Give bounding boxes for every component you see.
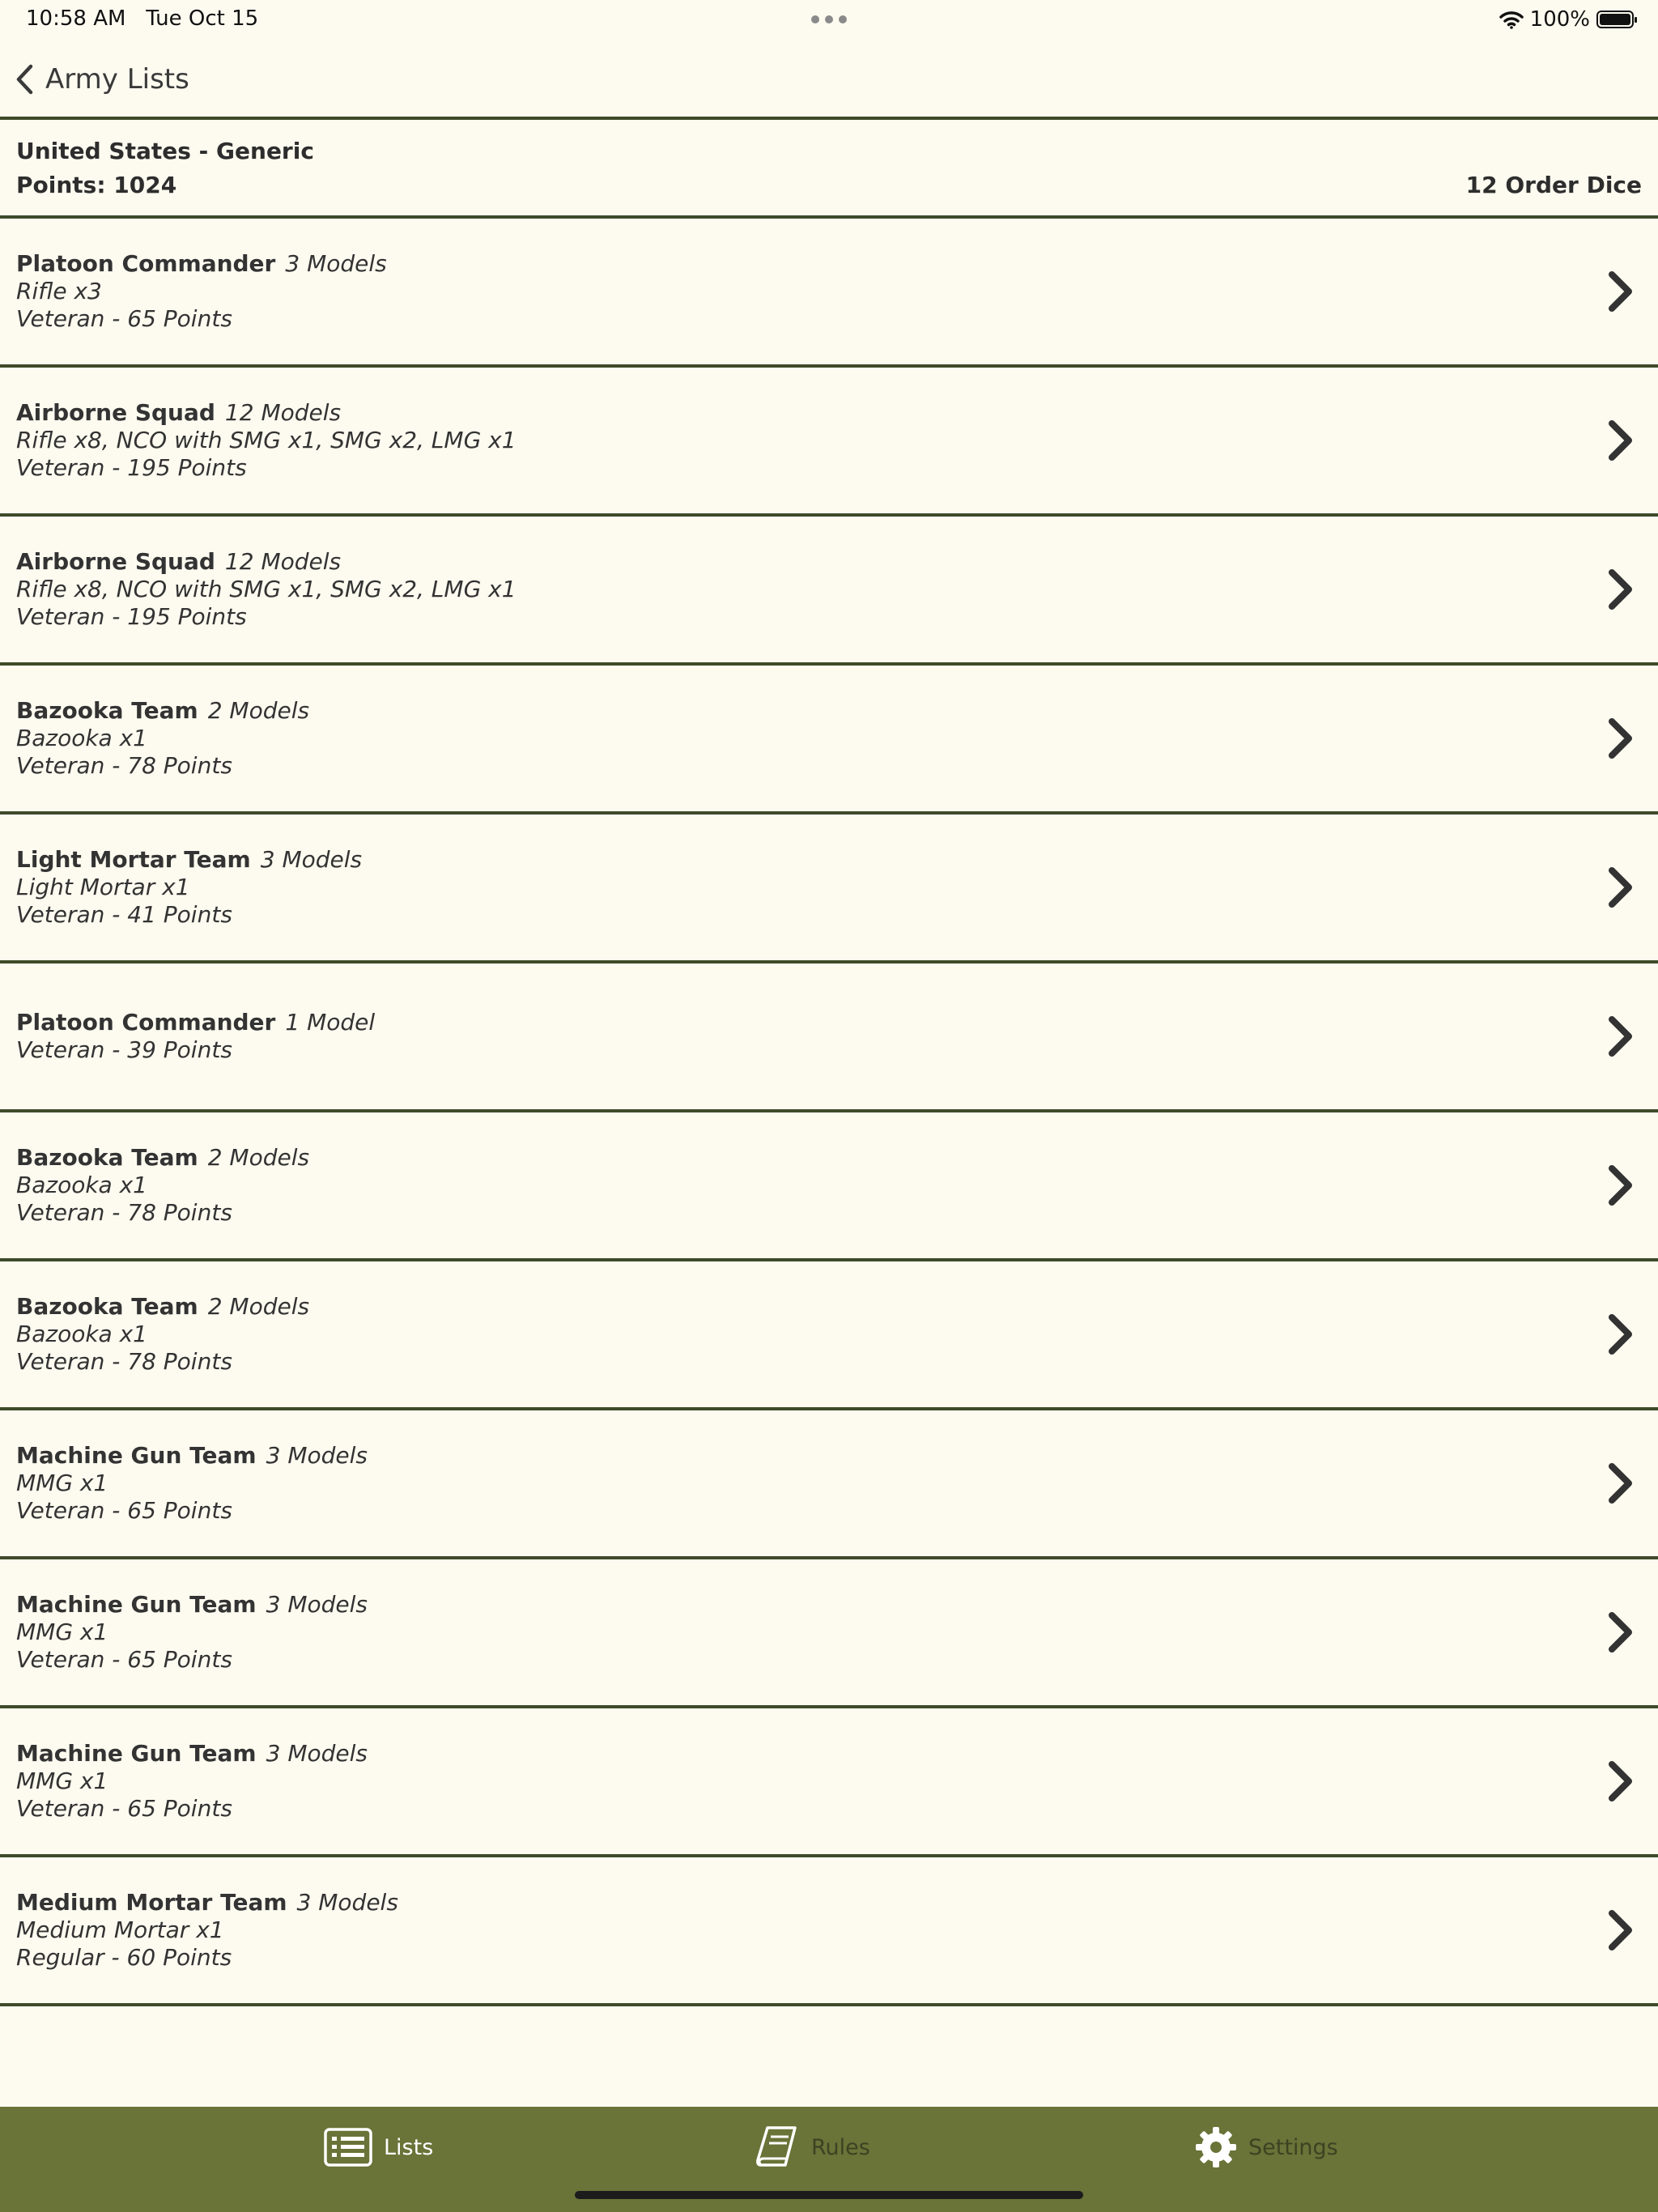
unit-header <box>16 1442 368 1470</box>
unit-header <box>16 548 517 576</box>
chevron-right-icon <box>1605 1759 1637 1804</box>
unit-details <box>16 1410 368 1556</box>
tab-rules-label: Rules <box>811 2134 870 2160</box>
unit-name: Machine Gun Team <box>16 1591 257 1618</box>
unit-name: Medium Mortar Team <box>16 1889 287 1916</box>
army-name: United States - Generic <box>16 138 314 164</box>
unit-name: Bazooka Team <box>16 1144 198 1171</box>
unit-cost: Veteran - 195 Points <box>16 603 247 630</box>
unit-details <box>16 815 362 960</box>
chevron-right-icon <box>1605 1163 1637 1208</box>
unit-cost: Veteran - 65 Points <box>16 305 232 332</box>
chevron-right-icon <box>1605 567 1637 612</box>
chevron-right-icon <box>1605 1312 1637 1357</box>
navigation-bar <box>0 39 1658 120</box>
unit-weapons: Rifle x3 <box>16 278 102 304</box>
unit-model-count: 1 Model <box>285 1009 376 1036</box>
chevron-right-icon <box>1605 1014 1637 1059</box>
army-summary <box>0 120 1658 219</box>
back-button[interactable] <box>15 58 189 100</box>
unit-weapons: Bazooka x1 <box>16 1172 147 1198</box>
unit-model-count: 2 Models <box>207 1144 310 1171</box>
unit-row[interactable] <box>0 368 1658 517</box>
chevron-right-icon <box>1605 1610 1637 1655</box>
unit-name: Airborne Squad <box>16 548 215 575</box>
unit-header <box>16 1293 309 1321</box>
list-icon <box>324 2128 372 2167</box>
unit-model-count: 12 Models <box>224 548 342 575</box>
unit-weapons: Bazooka x1 <box>16 725 147 751</box>
unit-weapons: MMG x1 <box>16 1470 108 1496</box>
tab-settings-label: Settings <box>1248 2134 1338 2160</box>
unit-cost: Veteran - 65 Points <box>16 1646 232 1673</box>
unit-details <box>16 1112 309 1258</box>
unit-details <box>16 1559 368 1705</box>
gear-icon <box>1195 2126 1237 2168</box>
unit-row[interactable] <box>0 1708 1658 1857</box>
status-bar <box>0 0 1658 39</box>
unit-row[interactable] <box>0 1112 1658 1261</box>
unit-header <box>16 1889 398 1916</box>
unit-row[interactable] <box>0 517 1658 666</box>
unit-name: Airborne Squad <box>16 399 215 426</box>
unit-name: Platoon Commander <box>16 1009 276 1036</box>
chevron-right-icon <box>1605 418 1637 463</box>
status-indicators <box>1499 5 1634 34</box>
unit-name: Bazooka Team <box>16 1293 198 1320</box>
book-icon <box>755 2125 800 2169</box>
unit-header <box>16 1009 375 1036</box>
unit-name: Light Mortar Team <box>16 846 251 873</box>
unit-model-count: 3 Models <box>260 846 363 873</box>
unit-details <box>16 666 309 811</box>
unit-weapons: MMG x1 <box>16 1619 108 1645</box>
unit-header <box>16 1740 368 1767</box>
chevron-right-icon <box>1605 716 1637 761</box>
tab-settings[interactable] <box>1195 2125 1338 2170</box>
unit-details <box>16 963 375 1109</box>
chevron-right-icon <box>1605 269 1637 314</box>
unit-cost: Veteran - 39 Points <box>16 1036 232 1063</box>
status-time: 10:58 AM Tue Oct 15 <box>26 6 259 31</box>
unit-details <box>16 1708 368 1854</box>
unit-model-count: 3 Models <box>266 1442 368 1469</box>
chevron-right-icon <box>1605 1908 1637 1953</box>
unit-model-count: 3 Models <box>285 250 387 277</box>
unit-row[interactable] <box>0 1261 1658 1410</box>
unit-cost: Veteran - 195 Points <box>16 454 247 481</box>
unit-details <box>16 517 517 662</box>
battery-percent: 100% <box>1529 7 1590 32</box>
battery-icon <box>1596 11 1634 28</box>
back-button-label: Army Lists <box>45 63 189 96</box>
unit-weapons: Rifle x8, NCO with SMG x1, SMG x2, LMG x1 <box>16 427 517 453</box>
unit-cost: Veteran - 78 Points <box>16 1199 232 1226</box>
unit-cost: Veteran - 41 Points <box>16 901 232 928</box>
tab-lists[interactable] <box>324 2125 433 2170</box>
unit-model-count: 3 Models <box>266 1591 368 1618</box>
unit-name: Bazooka Team <box>16 697 198 724</box>
unit-cost: Veteran - 65 Points <box>16 1497 232 1524</box>
chevron-right-icon <box>1605 1461 1637 1506</box>
unit-row[interactable] <box>0 963 1658 1112</box>
unit-header <box>16 1144 309 1172</box>
unit-model-count: 3 Models <box>266 1740 368 1767</box>
unit-row[interactable] <box>0 1559 1658 1708</box>
unit-row[interactable] <box>0 219 1658 368</box>
unit-header <box>16 846 362 874</box>
tab-lists-label: Lists <box>384 2134 434 2160</box>
unit-model-count: 2 Models <box>207 1293 310 1320</box>
chevron-left-icon <box>15 63 34 96</box>
unit-name: Machine Gun Team <box>16 1442 257 1469</box>
unit-row[interactable] <box>0 666 1658 815</box>
unit-weapons: Light Mortar x1 <box>16 874 190 900</box>
unit-details <box>16 1261 309 1407</box>
unit-cost: Regular - 60 Points <box>16 1944 232 1971</box>
unit-details <box>16 1857 398 2003</box>
unit-model-count: 12 Models <box>224 399 342 426</box>
unit-details <box>16 219 387 364</box>
multitasking-dots[interactable] <box>811 15 847 23</box>
unit-weapons: Medium Mortar x1 <box>16 1916 224 1943</box>
unit-weapons: Rifle x8, NCO with SMG x1, SMG x2, LMG x1 <box>16 576 517 602</box>
order-dice-count: 12 Order Dice <box>1465 172 1642 198</box>
unit-row[interactable] <box>0 1410 1658 1559</box>
unit-name: Platoon Commander <box>16 250 276 277</box>
unit-cost: Veteran - 78 Points <box>16 752 232 779</box>
unit-header <box>16 697 309 725</box>
unit-cost: Veteran - 65 Points <box>16 1795 232 1822</box>
unit-details <box>16 368 517 513</box>
unit-weapons: Bazooka x1 <box>16 1321 147 1347</box>
unit-header <box>16 399 517 427</box>
unit-model-count: 2 Models <box>207 697 310 724</box>
wifi-icon <box>1499 10 1524 29</box>
army-points: Points: 1024 <box>16 172 177 198</box>
unit-name: Machine Gun Team <box>16 1740 257 1767</box>
unit-row[interactable] <box>0 815 1658 963</box>
unit-header <box>16 1591 368 1619</box>
chevron-right-icon <box>1605 865 1637 910</box>
unit-row[interactable] <box>0 1857 1658 2006</box>
unit-cost: Veteran - 78 Points <box>16 1348 232 1375</box>
unit-weapons: MMG x1 <box>16 1767 108 1794</box>
tab-rules[interactable] <box>755 2125 870 2170</box>
unit-header <box>16 250 387 278</box>
unit-model-count: 3 Models <box>296 1889 398 1916</box>
home-indicator <box>575 2191 1083 2199</box>
unit-list <box>0 219 1658 2006</box>
